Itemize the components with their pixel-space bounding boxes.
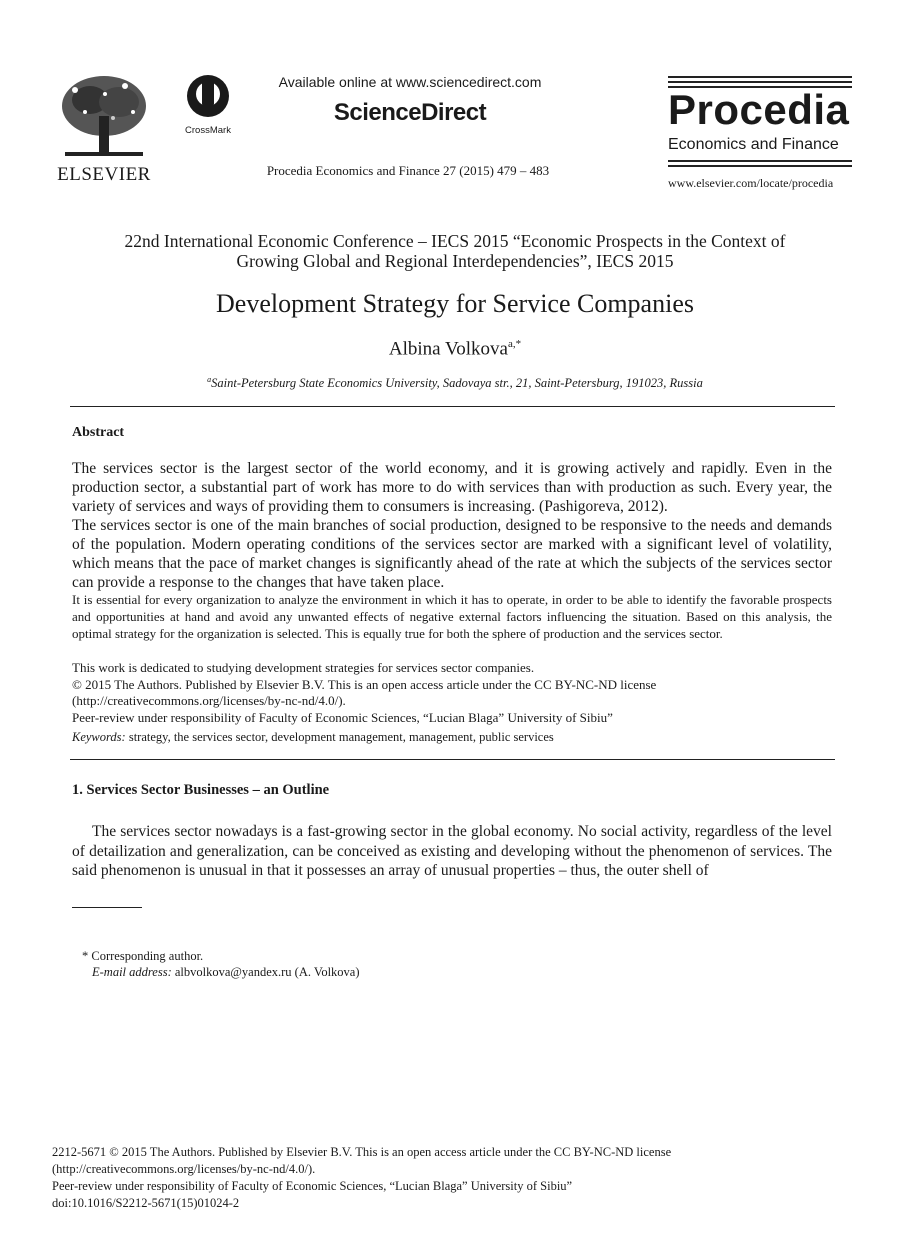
elsevier-wordmark: ELSEVIER — [57, 164, 151, 185]
journal-reference: Procedia Economics and Finance 27 (2015) 479 – 483 — [266, 163, 550, 178]
conference-line-1: 22nd International Economic Conference – IECS 2015 “Economic Prospects in the Context of — [124, 231, 786, 251]
paper-title: Development Strategy for Service Companies — [216, 289, 694, 318]
procedia-top-rule-2 — [668, 81, 852, 83]
abstract-paragraph-1: The services sector is the largest sector of the world economy, and it is growing actively and rapidly. Even in the production sector, a substantial part of work has more to do with services than with production as such. Every year, the variety of services and ways of providing them to consumers is increasing. (Pashigoreva, 2012). — [72, 460, 832, 515]
affiliation-superscript: a — [207, 375, 212, 384]
abstract-paragraph-2: The services sector is one of the main branches of social production, designed to be responsive to the needs and demands of the population. Modern operating conditions of the services sector are marked with a significant level of volatility, which means that the pace of market changes is significantly ahead of the rate at which the subjects of the services sector can provide a response to the changes that have taken place. — [72, 517, 832, 591]
procedia-bottom-rule-2 — [668, 165, 852, 167]
elsevier-logo — [55, 72, 153, 185]
email-label: E-mail address: — [92, 965, 172, 979]
procedia-title: Procedia — [668, 86, 850, 133]
keywords-line — [72, 729, 832, 746]
author-line — [60, 338, 850, 360]
section-1-paragraph: The services sector nowadays is a fast-growing sector in the global economy. No social activity, regardless of the level of detailization and generalization, can be conceived as existing and developing without the phenomenon of services. The said phenomenon is unusual in that it possesses an array of unusual properties – thus, the outer shell of — [72, 823, 832, 879]
footnote-rule — [72, 907, 142, 908]
footer-license-link[interactable]: (http://creativecommons.org/licenses/by-nc-nd/4.0/). — [52, 1162, 316, 1176]
abstract-top-rule — [70, 406, 835, 407]
abstract-paragraph-3: It is essential for every organization to analyze the environment in which it has to operate, in order to be able to identify the favorable prospects and opportunities at hand and avoid any unwanted effects of negative external factors influencing the situation. Based on this analysis, the optimal strategy for the organization is selected. This is equally true for both the sphere of production and the services sector. — [72, 592, 832, 641]
crossmark-icon — [180, 74, 240, 120]
procedia-subtitle: Economics and Finance — [668, 136, 839, 153]
footer-peer-review: Peer-review under responsibility of Faculty of Economic Sciences, “Lucian Blaga” University of Sibiu” — [52, 1179, 573, 1193]
section-1-heading: 1. Services Sector Businesses – an Outline — [72, 782, 330, 798]
procedia-bottom-rule — [668, 160, 852, 162]
abstract-peer-review: Peer-review under responsibility of Faculty of Economic Sciences, “Lucian Blaga” University of Sibiu” — [72, 710, 613, 725]
affiliation — [60, 375, 850, 391]
crossmark-label: CrossMark — [185, 125, 231, 136]
footnote-corresponding: * Corresponding author. — [82, 949, 204, 963]
procedia-top-rule-1 — [668, 76, 852, 78]
available-online[interactable]: Available online at www.sciencedirect.com — [278, 74, 542, 90]
email-address[interactable]: albvolkova@yandex.ru (A. Volkova) — [174, 965, 360, 979]
abstract-paragraph-4: This work is dedicated to studying development strategies for services sector companies. — [72, 660, 535, 675]
author-superscript: a,* — [507, 338, 522, 350]
affiliation-text: Saint-Petersburg State Economics University, Sadovaya str., 21, Saint-Petersburg, 191023, Russia — [211, 376, 703, 391]
footnote-email — [92, 965, 360, 980]
sciencedirect-wordmark[interactable]: ScienceDirect — [333, 99, 487, 126]
author-name: Albina Volkova — [388, 338, 508, 360]
elsevier-tree-icon — [55, 72, 153, 160]
keywords-label: Keywords: — [72, 730, 126, 744]
crossmark-logo[interactable] — [180, 74, 240, 136]
conference-line-2: Growing Global and Regional Interdependencies”, IECS 2015 — [236, 251, 674, 271]
abstract-heading: Abstract — [72, 425, 125, 440]
keywords-list: strategy, the services sector, development management, management, public services — [128, 730, 554, 744]
abstract-license-link[interactable]: (http://creativecommons.org/licenses/by-nc-nd/4.0/). — [72, 693, 346, 708]
abstract-bottom-rule — [70, 759, 835, 760]
procedia-url[interactable]: www.elsevier.com/locate/procedia — [668, 176, 834, 190]
abstract-copyright: © 2015 The Authors. Published by Elsevier B.V. This is an open access article under the CC BY-NC-ND license — [72, 677, 657, 692]
procedia-logo — [668, 74, 854, 194]
footer-doi[interactable]: doi:10.1016/S2212-5671(15)01024-2 — [52, 1196, 240, 1210]
footer-issn-license: 2212-5671 © 2015 The Authors. Published by Elsevier B.V. This is an open access article under the CC BY-NC-ND license — [52, 1145, 672, 1159]
